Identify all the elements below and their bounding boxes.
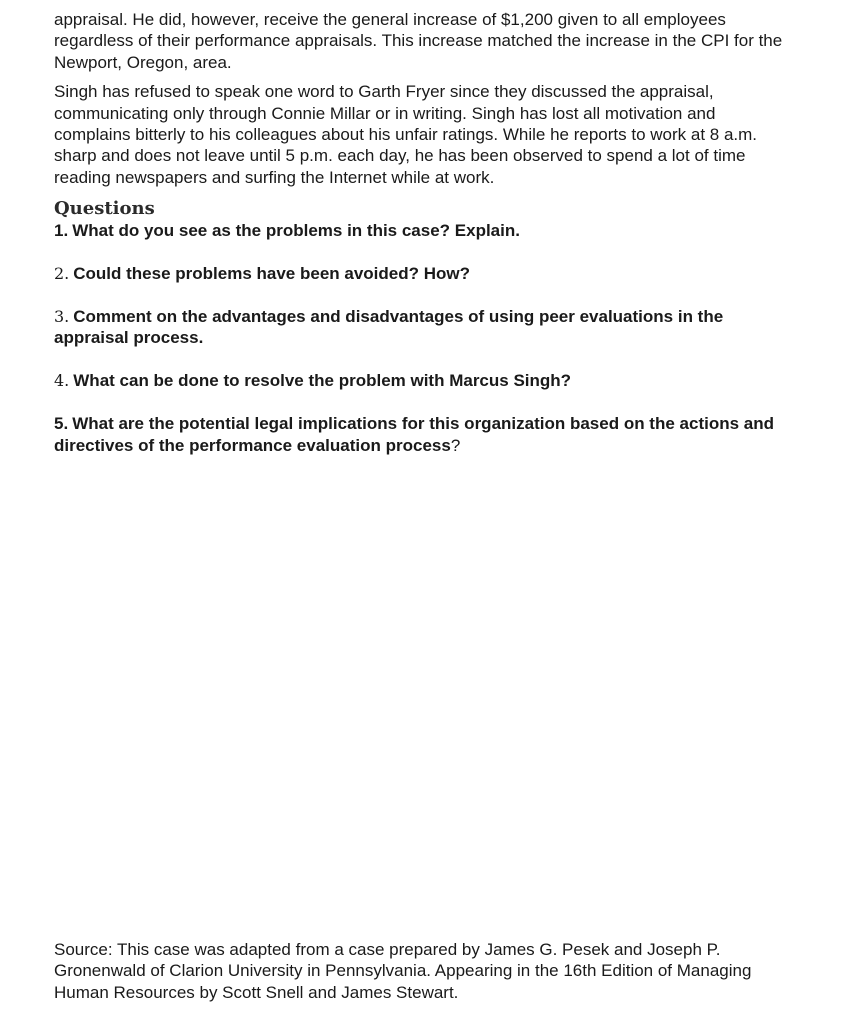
questions-heading: Questions — [54, 198, 155, 220]
question-number: 1. — [54, 221, 69, 241]
question-text: Comment on the advantages and disadvantages of using peer evaluations in the appraisal process. — [54, 307, 724, 348]
paragraph-appraisal: appraisal. He did, however, receive the general increase of $1,200 given to all employees regardless of their performance appraisals. This increase matched the increase in the CPI for the Newport, Oregon, area. — [54, 10, 783, 72]
question-item-1 — [54, 220, 784, 241]
paragraph-singh: Singh has refused to speak one word to Garth Fryer since they discussed the appraisal, communicating only through Connie Millar or in writing. Singh has lost all motivation and complains bitterly to his colleagues about his unfair ratings. While he reports to work at 8 a.m. sharp and does not leave until 5 p.m. each day, he has been observed to spend a lot of time reading newspapers and surfing the Internet while at work. — [54, 82, 758, 187]
question-item-2 — [54, 263, 784, 284]
questions-list — [54, 220, 784, 456]
question-text: Could these problems have been avoided? How? — [73, 264, 471, 284]
question-text: What can be done to resolve the problem with Marcus Singh? — [73, 371, 572, 391]
question-item-5 — [54, 413, 784, 456]
question-tail: ? — [450, 435, 461, 455]
question-item-4 — [54, 370, 784, 391]
question-number: 3. — [54, 307, 70, 327]
question-text: What do you see as the problems in this case? Explain. — [72, 221, 520, 241]
document-body — [54, 9, 784, 478]
question-number: 2. — [54, 264, 70, 284]
source-citation: Source: This case was adapted from a case prepared by James G. Pesek and Joseph P. Gronenwald of Clarion University in Pennsylvania. Appearing in the 16th Edition of Managing Human Resources by Scott Snell and James Stewart. — [54, 940, 752, 1002]
question-text: What are the potential legal implications for this organization based on the actions and directives of the performance evaluation process — [54, 414, 774, 455]
question-number: 5. — [54, 414, 69, 434]
question-item-3 — [54, 306, 784, 349]
question-number: 4. — [54, 371, 70, 391]
